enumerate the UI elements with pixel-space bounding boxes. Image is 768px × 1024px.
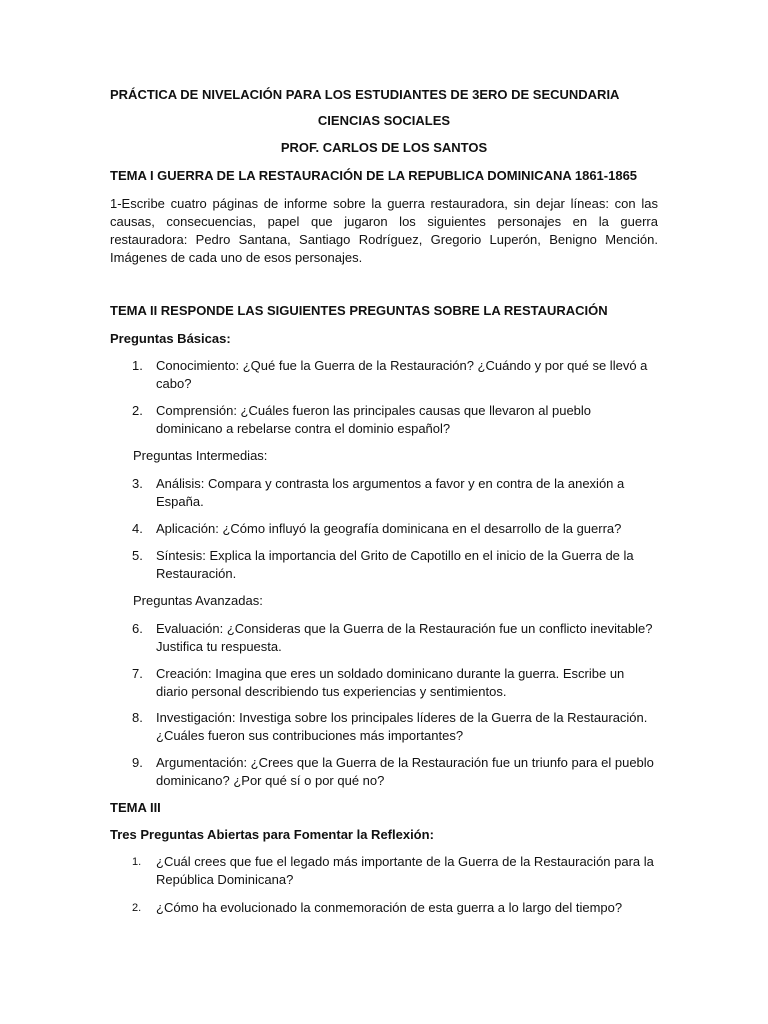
- document-title: PRÁCTICA DE NIVELACIÓN PARA LOS ESTUDIANTES DE 3ERO DE SECUNDARIA: [110, 87, 620, 102]
- list-number: 9.: [132, 755, 143, 770]
- list-number: 5.: [132, 548, 143, 563]
- tema2-heading: TEMA II RESPONDE LAS SIGUIENTES PREGUNTAS SOBRE LA RESTAURACIÓN: [110, 303, 608, 318]
- question-text: Evaluación: ¿Consideras que la Guerra de la Restauración fue un conflicto inevitable? Justifica tu respuesta.: [156, 621, 653, 654]
- intermediate-questions-label: Preguntas Intermedias:: [133, 448, 268, 463]
- tema3-subheading: Tres Preguntas Abiertas para Fomentar la Reflexión:: [110, 827, 434, 842]
- question-text: Comprensión: ¿Cuáles fueron las principales causas que llevaron al pueblo dominicano a rebelarse contra el dominio español?: [156, 403, 592, 436]
- question-text: Argumentación: ¿Crees que la Guerra de la Restauración fue un triunfo para el pueblo dominicano? ¿Por qué sí o por qué no?: [156, 755, 654, 788]
- list-number: 2.: [132, 403, 143, 418]
- list-number: 8.: [132, 710, 143, 725]
- question-text: Conocimiento: ¿Qué fue la Guerra de la Restauración? ¿Cuándo y por qué se llevó a cabo?: [156, 358, 648, 391]
- tema1-heading: TEMA I GUERRA DE LA RESTAURACIÓN DE LA REPUBLICA DOMINICANA 1861-1865: [110, 168, 638, 183]
- list-number: 4.: [132, 521, 143, 536]
- list-number: 1.: [132, 358, 143, 373]
- question-text: ¿Cómo ha evolucionado la conmemoración de esta guerra a lo largo del tiempo?: [156, 900, 623, 915]
- teacher-heading: PROF. CARLOS DE LOS SANTOS: [280, 140, 488, 155]
- advanced-questions-label: Preguntas Avanzadas:: [133, 593, 263, 608]
- question-text: ¿Cuál crees que fue el legado más importante de la Guerra de la Restauración para la República Dominicana?: [156, 854, 654, 887]
- question-text: Aplicación: ¿Cómo influyó la geografía dominicana en el desarrollo de la guerra?: [156, 521, 622, 536]
- question-text: Análisis: Compara y contrasta los argumentos a favor y en contra de la anexión a España.: [156, 476, 625, 509]
- question-text: Investigación: Investiga sobre los principales líderes de la Guerra de la Restauración. ¿Cuáles fueron sus contribuciones más importantes?: [156, 710, 648, 743]
- question-text: Síntesis: Explica la importancia del Grito de Capotillo en el inicio de la Guerra de la Restauración.: [156, 548, 634, 581]
- list-number: 7.: [132, 666, 143, 681]
- tema3-heading: TEMA III: [110, 800, 161, 815]
- list-number: 1.: [132, 856, 142, 868]
- list-number: 2.: [132, 902, 142, 914]
- list-number: 6.: [132, 621, 143, 636]
- question-text: Creación: Imagina que eres un soldado dominicano durante la guerra. Escribe un diario personal describiendo tus experiencias y sentimientos.: [156, 666, 625, 699]
- basic-questions-label: Preguntas Básicas:: [110, 331, 231, 346]
- tema1-instruction: 1-Escribe cuatro páginas de informe sobre la guerra restauradora, sin dejar líneas: con las causas, consecuencias, papel que jugaron los siguientes personajes en la guerra restauradora: Pedro Santana, Santiago Rodríguez, Gregorio Luperón, Benigno Mención. Imágenes de cada uno de esos personajes.: [110, 196, 658, 265]
- subject-heading: CIENCIAS SOCIALES: [317, 113, 451, 128]
- list-number: 3.: [132, 476, 143, 491]
